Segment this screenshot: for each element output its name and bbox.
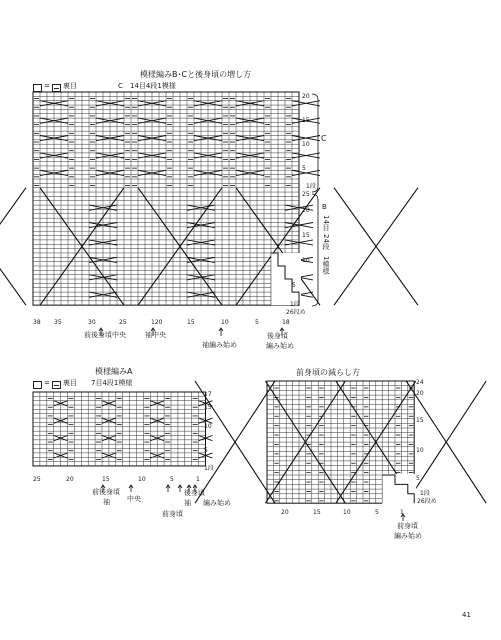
diamond-path	[446, 381, 486, 503]
chart-a-row-number: 10	[204, 423, 212, 430]
main-col-number: 15	[187, 319, 195, 326]
front-row-number: 24	[416, 379, 424, 386]
main-col-number: 10	[221, 319, 229, 326]
main-row-number: 5	[292, 282, 296, 289]
chart-a-col-number: 10	[138, 476, 146, 483]
main-row-number: 20	[302, 93, 310, 100]
main-col-number: 120	[151, 319, 163, 326]
chart-a-grid	[33, 392, 212, 466]
chart-a-repeat: 7目4段1模様	[91, 379, 133, 387]
chart-a-col-number: 5	[170, 476, 174, 483]
chart-a-row-number: 17	[204, 391, 212, 398]
legend-purl-dash	[54, 385, 59, 386]
front-col-number: 1	[400, 509, 404, 516]
bracket-c	[312, 94, 318, 192]
cable-cross	[292, 153, 320, 158]
legend-blank-cell	[33, 84, 42, 92]
bracket-b	[312, 194, 318, 306]
page-number: 41	[462, 611, 471, 619]
chart-a-label-center: 中央	[127, 495, 141, 503]
pattern-c-repeat: 14目4段1模様	[130, 82, 176, 90]
label-back-start-line2: 編み始め	[266, 342, 294, 350]
diamond-path	[0, 188, 26, 305]
legend-blank-cell	[33, 381, 42, 389]
front-row-number: 10	[416, 447, 424, 454]
main-col-number: 38	[33, 319, 41, 326]
cable-cross	[292, 101, 320, 106]
chart-a-col-number: 20	[66, 476, 74, 483]
front-row-number: 5	[416, 475, 420, 482]
front-col-number: 20	[281, 509, 289, 516]
bracket-b-rows: 24段	[322, 234, 330, 250]
label-sleeve-start: 袖編み始め	[202, 341, 237, 349]
bracket-c-label: C	[321, 134, 327, 143]
chart-a-label-front-back: 前後身頃	[92, 488, 120, 496]
legend-purl-dash	[54, 88, 59, 89]
main-chart-grid	[0, 92, 418, 305]
main-row-number: 5	[302, 165, 306, 172]
chart-a-label-sleeve: 袖	[103, 498, 110, 506]
main-row-number: 1段	[306, 183, 316, 190]
main-row-number: 10	[302, 257, 310, 264]
chart-a-label-front: 前身頃	[162, 510, 183, 518]
front-label-line2: 編み始め	[394, 532, 422, 540]
front-label-line1: 前身頃	[397, 522, 418, 530]
front-chart-grid	[195, 381, 486, 503]
chart-a-row-number: 1段	[204, 465, 214, 472]
legend-equals: =	[44, 379, 50, 387]
chart-a-col-number: 15	[102, 476, 110, 483]
chart-a-col-number: 25	[33, 476, 41, 483]
front-row-number: 15	[416, 417, 424, 424]
label-front-back-center: 前後身頃中央	[84, 331, 126, 339]
front-row-number: 20	[416, 390, 424, 397]
bracket-b-repeat: 1模様	[322, 256, 330, 275]
main-row-number: 1段	[290, 301, 300, 308]
chart-a-label-start: 編み始め	[203, 499, 231, 507]
legend-purl-label: 裏目	[63, 379, 77, 387]
chart-a-title: 模様編みA	[95, 367, 133, 376]
diamond-path	[376, 188, 418, 305]
label-sleeve-center: 袖中央	[145, 331, 166, 339]
chart-a-label-back: 後身頃	[184, 489, 205, 497]
chart-a-row-number: 5	[204, 447, 208, 454]
front-chart-title: 前身頃の減らし方	[296, 368, 360, 377]
legend-purl-label: 裏目	[63, 82, 77, 90]
front-col-number: 15	[313, 509, 321, 516]
front-mask	[382, 474, 416, 504]
label-back-start-line1: 後身頃	[267, 332, 288, 340]
main-row-number: 10	[302, 141, 310, 148]
diamond-path	[334, 188, 376, 305]
bracket-b-label: B	[322, 203, 327, 211]
pattern-c-label: C	[118, 82, 123, 90]
front-row-number: 1段	[420, 490, 430, 497]
main-col-number: 5	[255, 319, 259, 326]
chart-a-label-sleeve2: 袖	[184, 499, 191, 507]
bracket-b-stitches: 14目	[322, 215, 330, 231]
main-col-number: 25	[119, 319, 127, 326]
main-chart-title: 模様編みB･Cと後身頃の増し方	[140, 70, 252, 79]
front-col-number: 10	[343, 509, 351, 516]
main-row-number: 25	[302, 191, 310, 198]
cable-cross	[292, 136, 320, 141]
main-row-number: 15	[302, 117, 310, 124]
chart-a-col-number: 1	[196, 476, 200, 483]
chart-annotations	[99, 94, 416, 521]
legend-equals: =	[44, 82, 50, 90]
main-col-number: 18	[282, 319, 290, 326]
main-col-number: 30	[88, 319, 96, 326]
front-col-number: 5	[375, 509, 379, 516]
main-col-number: 35	[54, 319, 62, 326]
front-row-number: 26段め	[417, 498, 437, 505]
diamond-path	[195, 381, 235, 503]
main-row-number: 15	[302, 232, 310, 239]
main-row-number: 26段め	[286, 309, 306, 316]
chart-a-row-number: 15	[204, 404, 212, 411]
cable-cross	[292, 170, 320, 175]
main-row-number: 20	[302, 207, 310, 214]
